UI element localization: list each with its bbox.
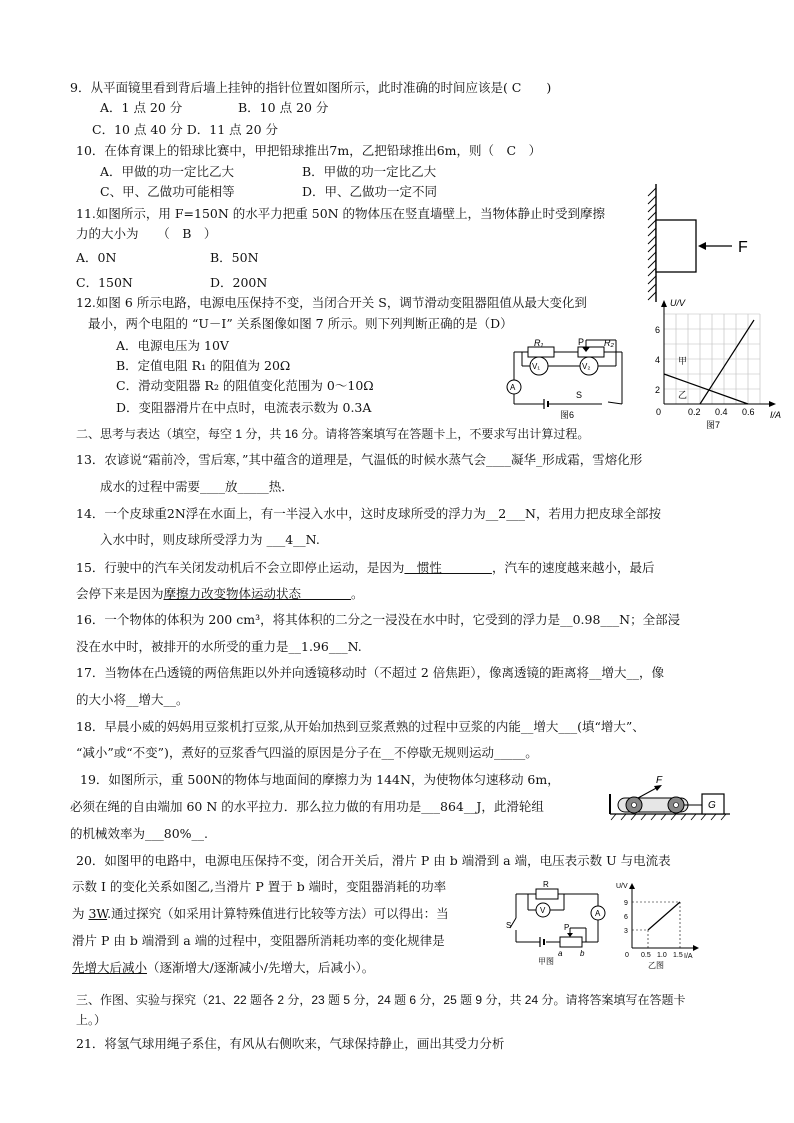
graph7-x06: 0.6 [742, 407, 755, 417]
q20-line3 [72, 906, 449, 922]
q13-line2: 成水的过程中需要____放_____热． [100, 479, 294, 494]
q20-graph-y6: 6 [624, 914, 628, 921]
r1-label: R₁ [534, 338, 544, 348]
q20-r-label: R [543, 880, 549, 889]
p-label: P [578, 337, 585, 347]
q15-line1 [76, 560, 654, 576]
q9-option-b: B．10 点 20 分 [238, 100, 329, 115]
q20-p-label: P [564, 923, 570, 932]
section-2-heading: 二、思考与表达（填空，每空 1 分，共 16 分。请将答案填写在答题卡上，不要求写出计算过程。 [76, 427, 590, 441]
figure-6-caption: 图6 [560, 410, 575, 420]
graph7-x02: 0.2 [688, 407, 701, 417]
q20-graph-x15: 1.5 [673, 952, 683, 959]
q17-line1: 17．当物体在凸透镜的两倍焦距以外并向透镜移动时（不超过 2 倍焦距），像离透镜的距离将__增大__，像 [76, 665, 665, 680]
q20-resistor-r [536, 889, 558, 899]
q20-graph-x05: 0.5 [641, 952, 651, 959]
q20-line5 [72, 960, 374, 976]
figure-6-circuit [498, 336, 634, 422]
q11-option-a: A．0N [76, 250, 117, 265]
q16-line1: 16．一个物体的体积为 200 cm³，将其体积的二分之一浸没在水中时，它受到的浮力是__0.98___N；全部浸 [76, 612, 681, 627]
q9-option-a: A．1 点 20 分 [100, 100, 183, 115]
q20-line1: 20．如图甲的电路中，电源电压保持不变，闭合开关后，滑片 P 由 b 端滑到 a 端，电压表示数 U 与电流表 [76, 853, 671, 868]
q18-line2: “减小”或“不变”)，煮好的豆浆香气四溢的原因是分子在__不停歇无规则运动_____。 [76, 745, 538, 760]
q13-line1: 13．农谚说“霜前冷，雪后寒，”其中蕴含的道理是，气温低的时候水蒸气会____凝华_形成霜，雪熔化形 [76, 452, 643, 467]
q10-option-d: D．甲、乙做功一定不同 [302, 184, 438, 199]
q12-stem-line1: 12.如图 6 所示电路，电源电压保持不变，当闭合开关 S，调节滑动变阻器阻值从最大变化到 [76, 295, 587, 310]
q11-option-b: B．50N [210, 250, 259, 265]
section-3-heading-line2: 上。） [76, 1013, 107, 1027]
figure-7-caption: 图7 [706, 420, 721, 430]
q20-answer-trend: 先增大后减小 [72, 960, 148, 975]
line-yi [700, 320, 754, 404]
graph7-y2: 2 [655, 385, 661, 395]
graph7-xlabel: I/A [770, 410, 782, 420]
v2-label: V₂ [582, 362, 591, 371]
switch-label: S [576, 390, 583, 400]
pulley-force-label: F [656, 775, 663, 786]
q16-line2: 没在水中时，被排开的水所受的重力是__1.96___N. [76, 639, 362, 654]
q20-s-label: S [506, 921, 512, 930]
q11-option-c: C．150N [76, 275, 133, 290]
q20-text-c2: .通过探究（如采用计算特殊值进行比较等方法）可以得出：当 [107, 906, 449, 921]
q20-yi-caption: 乙图 [648, 961, 664, 970]
q15-line2 [76, 586, 364, 602]
graph7-y6: 6 [655, 325, 661, 335]
q20-graph-y9: 9 [624, 900, 628, 907]
graph7-x04: 0.4 [715, 407, 728, 417]
force-label: F [738, 239, 748, 256]
q20-rheostat [560, 937, 582, 947]
q12-stem-line2: 最小，两个电阻的 “U－I” 关系图像如图 7 所示。则下列判断正确的是（D） [88, 316, 513, 331]
q15-answer-2: 摩擦力改变物体运动状态 [163, 586, 352, 601]
q17-line2: 的大小将__增大__。 [76, 692, 189, 707]
resistor-r1 [528, 347, 554, 357]
q20-circuit-jia [506, 880, 606, 966]
q20-jia-caption: 甲图 [538, 957, 554, 966]
q19-line1: 19．如图所示，重 500N的物体与地面间的摩擦力为 144N，为使物体匀速移动 6m， [80, 772, 560, 787]
q11-stem-line1: 11.如图所示，用 F=150N 的水平力把重 50N 的物体压在竖直墙壁上，当物体静止时受到摩擦 [76, 206, 606, 221]
q11-stem-line2: 力的大小为 （ B ） [76, 226, 217, 241]
graph7-x0: 0 [656, 407, 662, 417]
q15-text-b2: 。 [351, 586, 364, 601]
q14-line1: 14．一个皮球重2N浮在水面上，有一半浸入水中，这时皮球所受的浮力为__2___N，若用力把皮球全部按 [76, 506, 661, 521]
q12-option-d: D．变阻器滑片在中点时，电流表示数为 0.3A [116, 400, 372, 415]
graph7-yi-label: 乙 [678, 390, 688, 400]
q20-graph-xlabel: I/A [684, 953, 693, 960]
q11-option-d: D．200N [210, 275, 268, 290]
v1-label: V₁ [532, 362, 541, 371]
r2-label: R₂ [604, 338, 614, 348]
q15-text-b1: 会停下来是因为 [76, 586, 164, 601]
q12-option-a: A．电源电压为 10V [116, 338, 229, 353]
q10-stem: 10．在体育课上的铅球比赛中，甲把铅球推出7m，乙把铅球推出6m，则（ C ） [76, 143, 542, 158]
q20-graph-yi [612, 878, 702, 970]
q15-text-a1: 15．行驶中的汽车关闭发动机后不会立即停止运动，是因为 [76, 560, 405, 575]
ammeter-label: A [510, 383, 516, 392]
pulley-block-label: G [708, 800, 716, 811]
q15-text-a2: ，汽车的速度越来越小，最后 [491, 560, 655, 575]
q10-option-a: A．甲做的功一定比乙大 [100, 164, 235, 179]
q20-graph-line [648, 902, 680, 930]
q20-graph-y3: 3 [624, 928, 628, 935]
q19-line3: 的机械效率为___80%__. [70, 826, 209, 841]
q20-graph-x0: 0 [625, 952, 629, 959]
q14-line2: 入水中时，则皮球所受浮力为 ___4__N. [100, 532, 320, 547]
pulley-figure [606, 774, 736, 822]
wall-block-figure [640, 180, 760, 305]
q20-answer-power: 3W [88, 906, 108, 921]
q20-graph-ylabel: U/V [616, 883, 628, 890]
figure-7-ui-graph [652, 294, 790, 444]
q10-option-b: B．甲做的功一定比乙大 [302, 164, 437, 179]
graph7-jia-label: 甲 [678, 356, 688, 366]
q18-line1: 18．早晨小威的妈妈用豆浆机打豆浆,从开始加热到豆浆煮熟的过程中豆浆的内能__增大___(填“增大”、 [76, 719, 645, 734]
block [656, 220, 696, 272]
force-arrowhead [698, 242, 706, 250]
q20-a-label: A [595, 909, 601, 918]
wall-hatching [648, 188, 656, 300]
q21-stem: 21．将氢气球用绳子系住，有风从右侧吹来，气球保持静止，画出其受力分析 [76, 1036, 505, 1051]
q20-a-end-label: a [558, 949, 563, 958]
q15-answer-1: 惯性 [404, 560, 492, 575]
q9-option-cd: C．10 点 40 分 D．11 点 20 分 [92, 122, 279, 137]
q20-graph-x10: 1.0 [657, 952, 667, 959]
q20-text-c1: 为 [72, 906, 89, 921]
rheostat-r2 [578, 347, 604, 357]
q12-option-b: B．定值电阻 R₁ 的阻值为 20Ω [116, 358, 291, 373]
q20-v-label: V [540, 906, 546, 915]
graph7-ylabel: U/V [670, 298, 686, 308]
q20-text-e2: （逐渐增大/逐渐减小/先增大，后减小）。 [147, 960, 375, 975]
q20-line2: 示数 I 的变化关系如图乙,当滑片 P 置于 b 端时，变阻器消耗的功率 [72, 879, 447, 894]
q12-option-c: C．滑动变阻器 R₂ 的阻值变化范围为 0～10Ω [116, 378, 374, 393]
q9-stem: 9．从平面镜里看到背后墙上挂钟的指针位置如图所示，此时准确的时间应该是( C ) [70, 80, 552, 95]
q20-line4: 滑片 P 由 b 端滑到 a 端的过程中，变阻器所消耗功率的变化规律是 [72, 933, 445, 948]
q10-option-c: C、甲、乙做功可能相等 [100, 184, 235, 199]
graph7-y4: 4 [655, 355, 661, 365]
q20-b-end-label: b [580, 949, 585, 958]
section-3-heading-line1: 三、作图、实验与探究（21、22 题各 2 分，23 题 5 分，24 题 6 分，25 题 9 分，共 24 分。请将答案填写在答题卡 [76, 993, 686, 1007]
q19-line2: 必须在绳的自由端加 60 N 的水平拉力．那么拉力做的有用功是___864__J，此滑轮组 [70, 799, 544, 814]
